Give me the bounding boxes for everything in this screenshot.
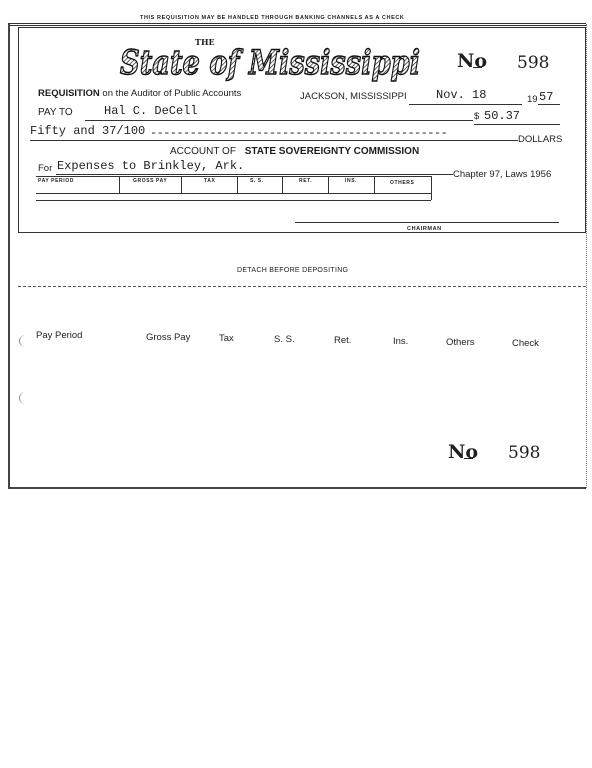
dollars-label: DOLLARS xyxy=(518,134,563,145)
stub-col-pay-period: Pay Period xyxy=(36,330,83,341)
col-ins: INS. xyxy=(345,178,358,184)
stub-col-ss: S. S. xyxy=(274,334,295,345)
date-line xyxy=(409,104,522,105)
stub-col-check: Check xyxy=(512,338,539,349)
stub-col-tax: Tax xyxy=(219,333,234,344)
pay-to-line xyxy=(85,120,473,121)
auditor-text: on the Auditor of Public Accounts xyxy=(102,88,242,99)
number-label-text: No xyxy=(457,50,488,72)
col-divider-4 xyxy=(282,176,283,193)
stub-bottom-edge xyxy=(8,487,586,489)
city-label: JACKSON, MISSISSIPPI xyxy=(300,91,407,102)
stub-number-underline xyxy=(464,458,473,459)
col-ret: RET. xyxy=(299,178,313,184)
year-suffix: 57 xyxy=(539,90,554,104)
requisition-number: 598 xyxy=(517,53,550,73)
hole-punch-mark-1 xyxy=(19,335,32,347)
stub-requisition-number: 598 xyxy=(508,443,541,463)
statute-label: Chapter 97, Laws 1956 xyxy=(453,169,552,180)
chairman-label: CHAIRMAN xyxy=(407,226,442,232)
year-line xyxy=(538,104,560,105)
amount-line xyxy=(474,124,560,125)
stub-col-others: Others xyxy=(446,337,475,348)
account-line xyxy=(170,146,419,157)
state-title-text: State of Mississippi xyxy=(120,43,420,82)
banner-rule xyxy=(8,23,586,24)
col-divider-5 xyxy=(328,176,329,193)
requisition-line xyxy=(38,88,241,99)
col-divider-6 xyxy=(374,176,375,193)
columns-top-line xyxy=(36,176,431,177)
col-divider-2 xyxy=(181,176,182,193)
col-others: OTHERS xyxy=(390,180,415,186)
words-line xyxy=(30,140,518,141)
col-ss: S. S. xyxy=(250,178,264,184)
the-label: THE xyxy=(195,37,215,47)
for-line xyxy=(56,174,453,175)
pay-to-label: PAY TO xyxy=(38,107,73,118)
stub-col-ins: Ins. xyxy=(393,336,409,347)
amount-value: 50.37 xyxy=(484,109,521,123)
for-label: For xyxy=(38,163,53,174)
stub-col-gross-pay: Gross Pay xyxy=(146,332,191,343)
columns-bottom-line xyxy=(36,193,431,194)
stub-number-label xyxy=(448,441,478,463)
requisition-label: REQUISITION xyxy=(38,88,100,99)
purpose-value: Expenses to Brinkley, Ark. xyxy=(57,159,245,173)
number-underline xyxy=(473,67,482,68)
col-divider-7 xyxy=(431,176,432,200)
chairman-signature-line xyxy=(295,222,559,223)
banner-rule-2 xyxy=(8,25,586,26)
right-scan-edge xyxy=(586,24,587,488)
col-gross-pay: GROSS PAY xyxy=(133,178,168,184)
banking-channels-banner: THIS REQUISITION MAY BE HANDLED THROUGH BANKING CHANNELS AS A CHECK xyxy=(140,15,405,21)
amount-dashes: --------------------------------------------- xyxy=(150,126,448,140)
dollar-sign: $ xyxy=(474,111,480,122)
stub-number-label-text: No xyxy=(448,441,479,463)
columns-extra-line xyxy=(36,200,431,201)
detach-notice: DETACH BEFORE DEPOSITING xyxy=(237,267,349,274)
stub-col-ret: Ret. xyxy=(334,335,352,346)
payee-name: Hal C. DeCell xyxy=(104,104,198,118)
amount-words: Fifty and 37/100 xyxy=(30,124,146,138)
perforation-line xyxy=(18,286,586,287)
col-tax: TAX xyxy=(204,178,216,184)
account-label: ACCOUNT OF xyxy=(170,146,236,157)
left-scan-edge xyxy=(8,24,10,488)
col-divider-3 xyxy=(237,176,238,193)
col-pay-period: PAY PERIOD xyxy=(38,178,74,184)
hole-punch-mark-2 xyxy=(19,392,32,404)
state-title-svg xyxy=(115,36,425,82)
date-value: Nov. 18 xyxy=(436,88,487,102)
account-name: STATE SOVEREIGNTY COMMISSION xyxy=(244,146,420,157)
year-prefix: 19 xyxy=(527,94,538,105)
state-of-mississippi-title xyxy=(115,36,425,82)
number-label xyxy=(457,50,487,72)
col-divider-1 xyxy=(119,176,120,193)
